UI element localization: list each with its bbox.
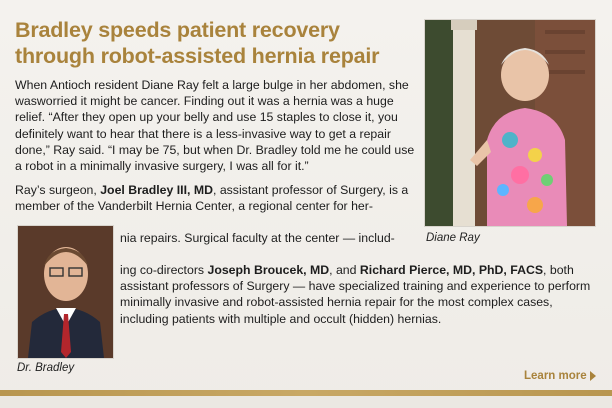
- paragraph-4: [120, 262, 600, 327]
- paragraph-2-text-1: Ray’s surgeon,: [15, 183, 101, 197]
- diane-ray-photo: [424, 19, 596, 227]
- arrow-right-icon: [590, 371, 596, 381]
- dr-bradley-photo: [17, 225, 114, 359]
- diane-ray-caption: Diane Ray: [426, 232, 480, 244]
- paragraph-3: [120, 230, 420, 246]
- paragraph-3-text-1: nia repairs. Surgical faculty at the center — includ-: [120, 231, 395, 245]
- dr-bradley-illustration: [18, 226, 113, 358]
- paragraph-4-text-1: ing co-directors: [120, 263, 208, 277]
- paragraph-4-text-2: , and: [329, 263, 360, 277]
- co-director-broucek: Joseph Broucek, MD: [207, 263, 330, 277]
- co-director-pierce: Richard Pierce, MD, PhD, FACS: [359, 263, 544, 277]
- learn-more-label: Learn more: [524, 370, 587, 382]
- paragraph-4-text-3: , both assistant professors of Surgery — have specialized training and experience to perform minimally invasive and robot-assisted hernia repair for the most complex cases, including patients with multiple and occult (hidden) hernias.: [120, 263, 591, 326]
- diane-ray-illustration: [425, 20, 595, 226]
- paragraph-2: [15, 182, 420, 214]
- headline: [15, 17, 415, 69]
- surgeon-name: Joel Bradley III, MD: [100, 183, 213, 197]
- dr-bradley-caption: Dr. Bradley: [17, 362, 75, 374]
- paragraph-1: When Antioch resident Diane Ray felt a large bulge in her abdomen, she wasworried it might be cancer. Finding out it was a hernia was a huge relief. “After they open up your belly and use 15 staples to close it, you definitely want to hear that there is a less-invasive way to get a repair done,” Ray said. “I may be 75, but when Dr. Bradley told me he could use a robot in a minimally invasive surgery, I was all for it.”: [15, 78, 415, 174]
- bottom-strip: [0, 396, 612, 408]
- headline-line-1: Bradley speeds patient recovery: [15, 18, 340, 42]
- headline-line-2: through robot-assisted hernia repair: [15, 44, 380, 68]
- paragraph-2-text-2: , assistant professor of Surgery, is a member of the Vanderbilt Hernia Center, a regional center for her-: [15, 183, 409, 214]
- learn-more-link[interactable]: [524, 370, 596, 382]
